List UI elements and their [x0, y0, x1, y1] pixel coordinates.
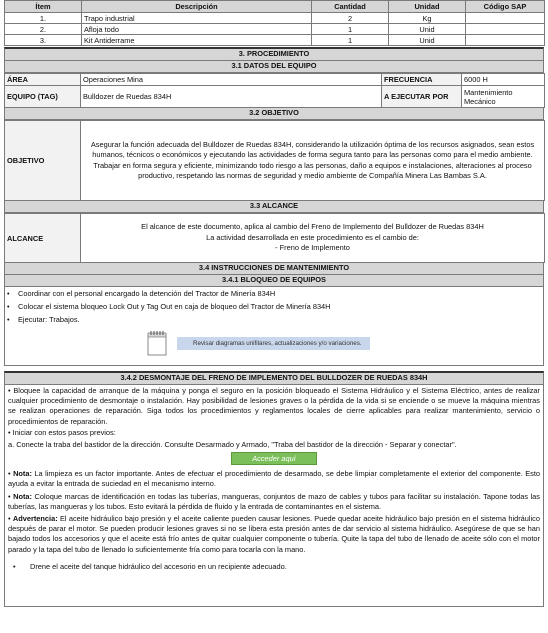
- dismount-paragraph-1: • Bloquee la capacidad de arranque de la máquina y ponga el seguro en la posición bloqueado el Sistema Hidráulico y el Sistema Eléctrico, antes de realizar cualquier procedimiento de desmontaje o instalación. Hay posibilidad de lesiones graves o la pérdida de la vida si se enciende o se mueve la máquina mientras se realizan operaciones de reparación. Siga todos los procedimientos y reglamentos locales de cierre aplicables para realizar mantenimiento, servicio o procedimientos de reparación.: [8, 386, 540, 426]
- bullet-icon: •: [7, 315, 10, 324]
- header-unit: Unidad: [389, 1, 466, 13]
- header-quantity: Cantidad: [312, 1, 389, 13]
- note-2-label: Nota:: [13, 491, 32, 501]
- scope-table: [4, 213, 545, 263]
- objective-table: [4, 120, 545, 201]
- bullet-icon: •: [13, 561, 16, 571]
- access-here-button[interactable]: Acceder aquí: [231, 452, 317, 465]
- scope-line-1: El alcance de este documento, aplica al cambio del Freno de Implemento del Bulldozer de Ruedas 834H: [141, 222, 484, 232]
- dismount-paragraph-3: a. Conecte la traba del bastidor de la dirección. Consulte Desarmado y Armado, "Traba del bastidor de la dirección - Separar y conectar".: [8, 440, 457, 450]
- objective-text: [81, 121, 545, 201]
- cell-quantity: 2: [312, 13, 389, 24]
- access-row: [5, 451, 543, 467]
- cell-quantity: 1: [312, 35, 389, 46]
- scope-line-2: La actividad desarrollada en este procedimiento es el cambio de:: [206, 232, 419, 242]
- document-page: [4, 0, 544, 607]
- bullet-icon: •: [8, 469, 11, 479]
- table-row: [5, 74, 545, 86]
- section-title-scope: 3.3 ALCANCE: [4, 201, 544, 213]
- cell-description: Trapo industrial: [82, 13, 312, 24]
- header-description: Descripción: [82, 1, 312, 13]
- list-item: [5, 289, 543, 302]
- cell-unit: Kg: [389, 13, 466, 24]
- bullet-icon: •: [8, 386, 11, 395]
- executor-value: Mantenimiento Mecánico: [462, 86, 545, 108]
- scope-text: [81, 214, 545, 263]
- note-2-text: Coloque marcas de identificación en todas las tuberías, mangueras, conjuntos de mazo de cables y tubos para facilitar su instalación. Tapone todas las tuberías, las mangueras y los tubos. Esto evitará la pérdida de fluido y la entrada de contaminantes en el sistema.: [8, 491, 540, 511]
- list-item-text: Coordinar con el personal encargado la detención del Tractor de Minería 834H: [18, 289, 276, 298]
- cell-unit: Unid: [389, 24, 466, 35]
- objective-label: OBJETIVO: [5, 121, 81, 201]
- cell-quantity: 1: [312, 24, 389, 35]
- cell-description: Kit Antiderrame: [82, 35, 312, 46]
- cell-unit: Unid: [389, 35, 466, 46]
- equipment-value: Bulldozer de Ruedas 834H: [81, 86, 382, 108]
- section-title-objective: 3.2 OBJETIVO: [4, 108, 544, 120]
- header-sap-code: Código SAP: [466, 1, 545, 13]
- section-title-equipment: 3.1 DATOS DEL EQUIPO: [4, 61, 544, 73]
- bullet-icon: •: [8, 514, 11, 524]
- materials-table: [4, 0, 545, 46]
- scope-label: ALCANCE: [5, 214, 81, 263]
- objective-paragraph-2: Trabajar en forma segura y eficiente, minimizando todo riesgo a las personas, daño a equipos e instalaciones, alteraciones al proceso productivo, respetando las normas de seguridad y medio ambiente de Compañía Minera Las Bambas S.A.: [93, 160, 532, 180]
- section-title-procedure: 3. PROCEDIMIENTO: [4, 47, 544, 61]
- equipment-table: [4, 73, 545, 108]
- scope-line-3: - Freno de Implemento: [275, 243, 350, 253]
- section-title-dismount: 3.4.2 DESMONTAJE DEL FRENO DE IMPLEMENTO DEL BULLDOZER DE RUEDAS 834H: [4, 371, 544, 385]
- header-item: Ítem: [5, 1, 82, 13]
- lockout-block: [4, 287, 544, 366]
- list-item-text: Drene el aceite del tanque hidráulico del accesorio en un recipiente adecuado.: [30, 561, 287, 571]
- list-item: [5, 556, 543, 571]
- table-row: [5, 24, 545, 35]
- frequency-label: FRECUENCIA: [382, 74, 462, 86]
- cell-item: 1.: [5, 13, 82, 24]
- table-row: [5, 13, 545, 24]
- equipment-label: EQUIPO (TAG): [5, 86, 81, 108]
- materials-header-row: [5, 1, 545, 13]
- frequency-value: 6000 H: [462, 74, 545, 86]
- note-1: [5, 468, 543, 490]
- bullet-icon: •: [8, 491, 11, 501]
- dismount-block: [4, 385, 544, 607]
- cell-item: 3.: [5, 35, 82, 46]
- cell-description: Afloja todo: [82, 24, 312, 35]
- note-1-label: Nota:: [13, 469, 32, 479]
- section-title-maintenance: 3.4 INSTRUCCIONES DE MANTENIMIENTO: [4, 263, 544, 275]
- objective-paragraph-1: Asegurar la función adecuada del Bulldozer de Ruedas 834H, considerando la utilización óptima de los recursos asignados, sean estos humanos, técnicos o económicos y ejecutando las actividades de forma segura tanto para las personas como para el medio ambiente.: [90, 139, 535, 159]
- dismount-paragraph-2: • Iniciar con estos pasos previos:: [8, 427, 116, 437]
- cell-sap: [466, 13, 545, 24]
- table-row: [5, 121, 545, 201]
- list-item-text: Colocar el sistema bloqueo Lock Out y Tag Out en caja de bloqueo del Tractor de Minería 834H: [18, 302, 331, 311]
- notepad-note: [5, 328, 543, 356]
- warning-text: El aceite hidráulico bajo presión y el aceite caliente pueden causar lesiones. Puede quedar aceite hidráulico bajo presión en el sistema hidráulico después de parar el motor. Se pueden producir lesiones graves si no se libera esta presión antes de dar servicio al sistema hidráulico. Asegúrese de que se han bajado todos los accesorios y que el aceite está frío antes de quitar cualquier componente o tubería. Quite la tapa del tubo de llenado de aceite sólo con el motor parado y la tapa del tubo de llenado lo suficientemente fría como para tocarla con la mano.: [8, 514, 540, 554]
- list-item: [5, 315, 543, 328]
- area-label: ÁREA: [5, 74, 81, 86]
- executor-label: A EJECUTAR POR: [382, 86, 462, 108]
- warning-label: Advertencia:: [12, 514, 58, 524]
- list-item-text: Ejecutar: Trabajos.: [18, 315, 80, 324]
- section-title-lockout: 3.4.1 BLOQUEO DE EQUIPOS: [4, 275, 544, 287]
- list-item: [5, 302, 543, 315]
- note-2: [5, 491, 543, 513]
- notepad-note-text: Revisar diagramas unifilares, actualizaciones y/o variaciones.: [177, 337, 370, 350]
- cell-sap: [466, 35, 545, 46]
- cell-item: 2.: [5, 24, 82, 35]
- area-value: Operaciones Mina: [81, 74, 382, 86]
- bullet-icon: •: [7, 289, 10, 298]
- notepad-icon: [145, 330, 169, 356]
- table-row: [5, 214, 545, 263]
- bullet-icon: •: [8, 427, 11, 437]
- table-row: [5, 35, 545, 46]
- warning: [5, 513, 543, 556]
- bullet-icon: •: [7, 302, 10, 311]
- note-1-text: La limpieza es un factor importante. Antes de efectuar el procedimiento de desarmado, se debe limpiar completamente el exterior del componente. Esto ayuda a evitar la entrada de suciedad en el mecanismo interno.: [8, 469, 540, 489]
- table-row: [5, 86, 545, 108]
- cell-sap: [466, 24, 545, 35]
